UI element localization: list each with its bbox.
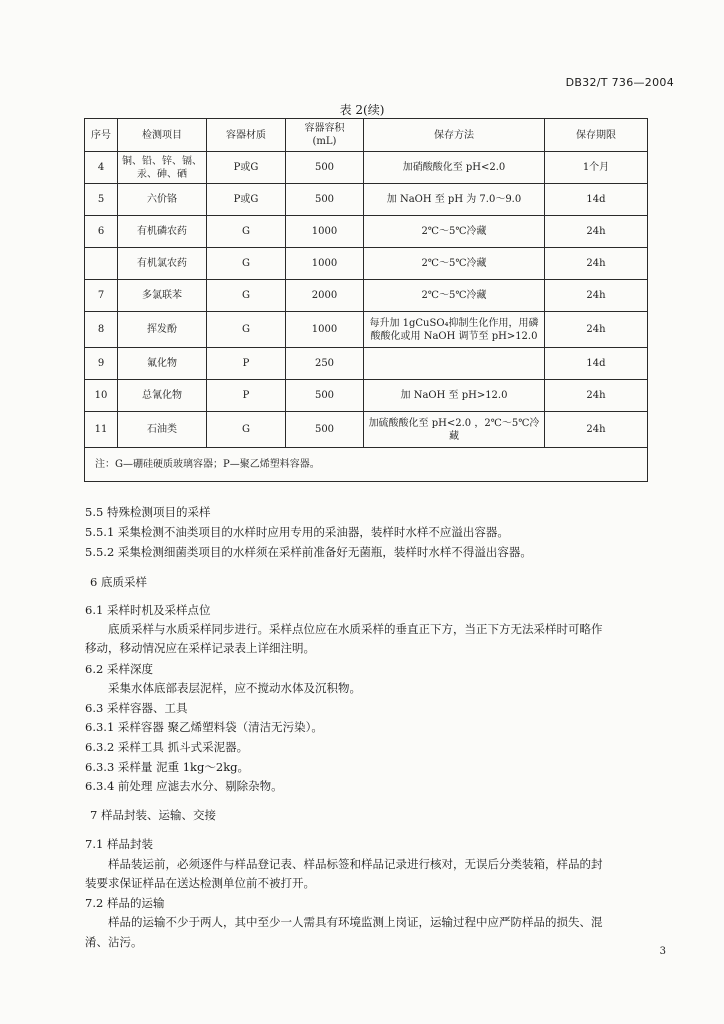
table-row	[85, 152, 648, 184]
table-cell: 9	[85, 348, 118, 380]
paragraph-line: 移动，移动情况应在采样记录表上详细注明。	[85, 641, 315, 655]
table-cell: 24h	[545, 248, 648, 280]
table-header-row	[85, 119, 648, 152]
table-cell: 24h	[545, 312, 648, 348]
table-cell: 1000	[286, 216, 364, 248]
table-cell: 总氰化物	[118, 380, 207, 412]
table-cell: 7	[85, 280, 118, 312]
table-cell: 250	[286, 348, 364, 380]
table-cell: 加硝酸酸化至 pH<2.0	[364, 152, 545, 184]
table-row	[85, 280, 648, 312]
table-cell: 铜、铅、锌、镉、汞、砷、硒	[118, 152, 207, 184]
paragraph-line: 样品的运输不少于两人，其中至少一人需具有环境监测上岗证，运输过程中应严防样品的损失、混	[108, 915, 603, 929]
table-cell: 11	[85, 412, 118, 448]
table-cell: 六价铬	[118, 184, 207, 216]
table-cell: 500	[286, 152, 364, 184]
table-row	[85, 216, 648, 248]
paragraph-line: 采集水体底部表层泥样，应不搅动水体及沉积物。	[108, 681, 361, 695]
paragraph-line: 淆、沾污。	[85, 935, 143, 949]
table-cell: 10	[85, 380, 118, 412]
table-cell: G	[207, 412, 286, 448]
header-cell: 检测项目	[118, 119, 207, 152]
table-cell: 8	[85, 312, 118, 348]
section-heading: 6.1 采样时机及采样点位	[85, 603, 211, 617]
table-cell: 2000	[286, 280, 364, 312]
table-cell: 4	[85, 152, 118, 184]
table-title: 表 2(续)	[339, 103, 385, 117]
table-cell: 1个月	[545, 152, 648, 184]
paragraph-line: 5.5.1 采集检测不油类项目的水样时应用专用的采油器，装样时水样不应溢出容器。	[85, 525, 509, 539]
section-heading: 6.2 采样深度	[85, 662, 153, 676]
table-cell: 有机磷农药	[118, 216, 207, 248]
table-cell: 加 NaOH 至 pH>12.0	[364, 380, 545, 412]
section-heading: 7.2 样品的运输	[85, 896, 165, 910]
table-row	[85, 184, 648, 216]
table-cell: G	[207, 312, 286, 348]
table-cell: 2℃～5℃冷藏	[364, 248, 545, 280]
table-cell: 氟化物	[118, 348, 207, 380]
table-cell: 每升加 1gCuSO₄抑制生化作用，用磷酸酸化或用 NaOH 调节至 pH>12.0	[364, 312, 545, 348]
paragraph-line: 6.3.3 采样量 泥重 1kg～2kg。	[85, 760, 250, 774]
table-cell: 加 NaOH 至 pH 为 7.0～9.0	[364, 184, 545, 216]
table-cell	[85, 248, 118, 280]
table-cell: G	[207, 216, 286, 248]
table-cell: P或G	[207, 184, 286, 216]
paragraph-line: 装要求保证样品在送达检测单位前不被打开。	[85, 876, 315, 890]
table-cell: 24h	[545, 280, 648, 312]
header-cell: 容器容积 (mL)	[286, 119, 364, 152]
section-heading: 7 样品封装、运输、交接	[90, 808, 216, 822]
table-note-row	[85, 448, 648, 482]
table-cell: 2℃～5℃冷藏	[364, 216, 545, 248]
table-cell: 2℃～5℃冷藏	[364, 280, 545, 312]
table-cell: 1000	[286, 248, 364, 280]
table-cell: 挥发酚	[118, 312, 207, 348]
section-heading: 6 底质采样	[90, 575, 147, 589]
table-cell: 500	[286, 184, 364, 216]
table-cell: 5	[85, 184, 118, 216]
paragraph-line: 5.5.2 采集检测细菌类项目的水样须在采样前准备好无菌瓶，装样时水样不得溢出容器。	[85, 545, 532, 559]
table-row	[85, 248, 648, 280]
section-heading: 6.3 采样容器、工具	[85, 701, 188, 715]
table-cell: P	[207, 380, 286, 412]
section-heading: 7.1 样品封装	[85, 837, 153, 851]
table-cell: 14d	[545, 348, 648, 380]
table-cell: 有机氯农药	[118, 248, 207, 280]
header-cell: 序号	[85, 119, 118, 152]
section-heading: 5.5 特殊检测项目的采样	[85, 505, 211, 519]
header-cell: 保存方法	[364, 119, 545, 152]
table-cell: 24h	[545, 216, 648, 248]
table-cell: 多氯联苯	[118, 280, 207, 312]
paragraph-line: 底质采样与水质采样同步进行。采样点位应在水质采样的垂直正下方，当正下方无法采样时可略作	[108, 622, 603, 636]
table-cell: 1000	[286, 312, 364, 348]
table-note: 注：G—硼硅硬质玻璃容器；P—聚乙烯塑料容器。	[85, 448, 648, 482]
paragraph-line: 样品装运前，必须逐件与样品登记表、样品标签和样品记录进行核对，无误后分类装箱，样品的封	[108, 857, 603, 871]
table-row	[85, 412, 648, 448]
table-cell: 500	[286, 380, 364, 412]
table-cell	[364, 348, 545, 380]
table-cell: 14d	[545, 184, 648, 216]
standard-code: DB32/T 736—2004	[565, 76, 674, 89]
table-cell: 6	[85, 216, 118, 248]
header-cell: 保存期限	[545, 119, 648, 152]
paragraph-line: 6.3.1 采样容器 聚乙烯塑料袋（清洁无污染）。	[85, 720, 323, 734]
table-cell: 24h	[545, 412, 648, 448]
header-cell: 容器材质	[207, 119, 286, 152]
table-cell: P	[207, 348, 286, 380]
table-cell: G	[207, 280, 286, 312]
storage-table	[84, 118, 648, 482]
paragraph-line: 6.3.2 采样工具 抓斗式采泥器。	[85, 740, 249, 754]
table-row	[85, 380, 648, 412]
table-cell: 500	[286, 412, 364, 448]
page-number: 3	[659, 946, 666, 957]
table-row	[85, 312, 648, 348]
paragraph-line: 6.3.4 前处理 应滤去水分、剔除杂物。	[85, 779, 283, 793]
table-cell: P或G	[207, 152, 286, 184]
table-cell: 加硫酸酸化至 pH<2.0 ，2℃～5℃冷藏	[364, 412, 545, 448]
table-row	[85, 348, 648, 380]
table-cell: 石油类	[118, 412, 207, 448]
table-cell: G	[207, 248, 286, 280]
table-cell: 24h	[545, 380, 648, 412]
